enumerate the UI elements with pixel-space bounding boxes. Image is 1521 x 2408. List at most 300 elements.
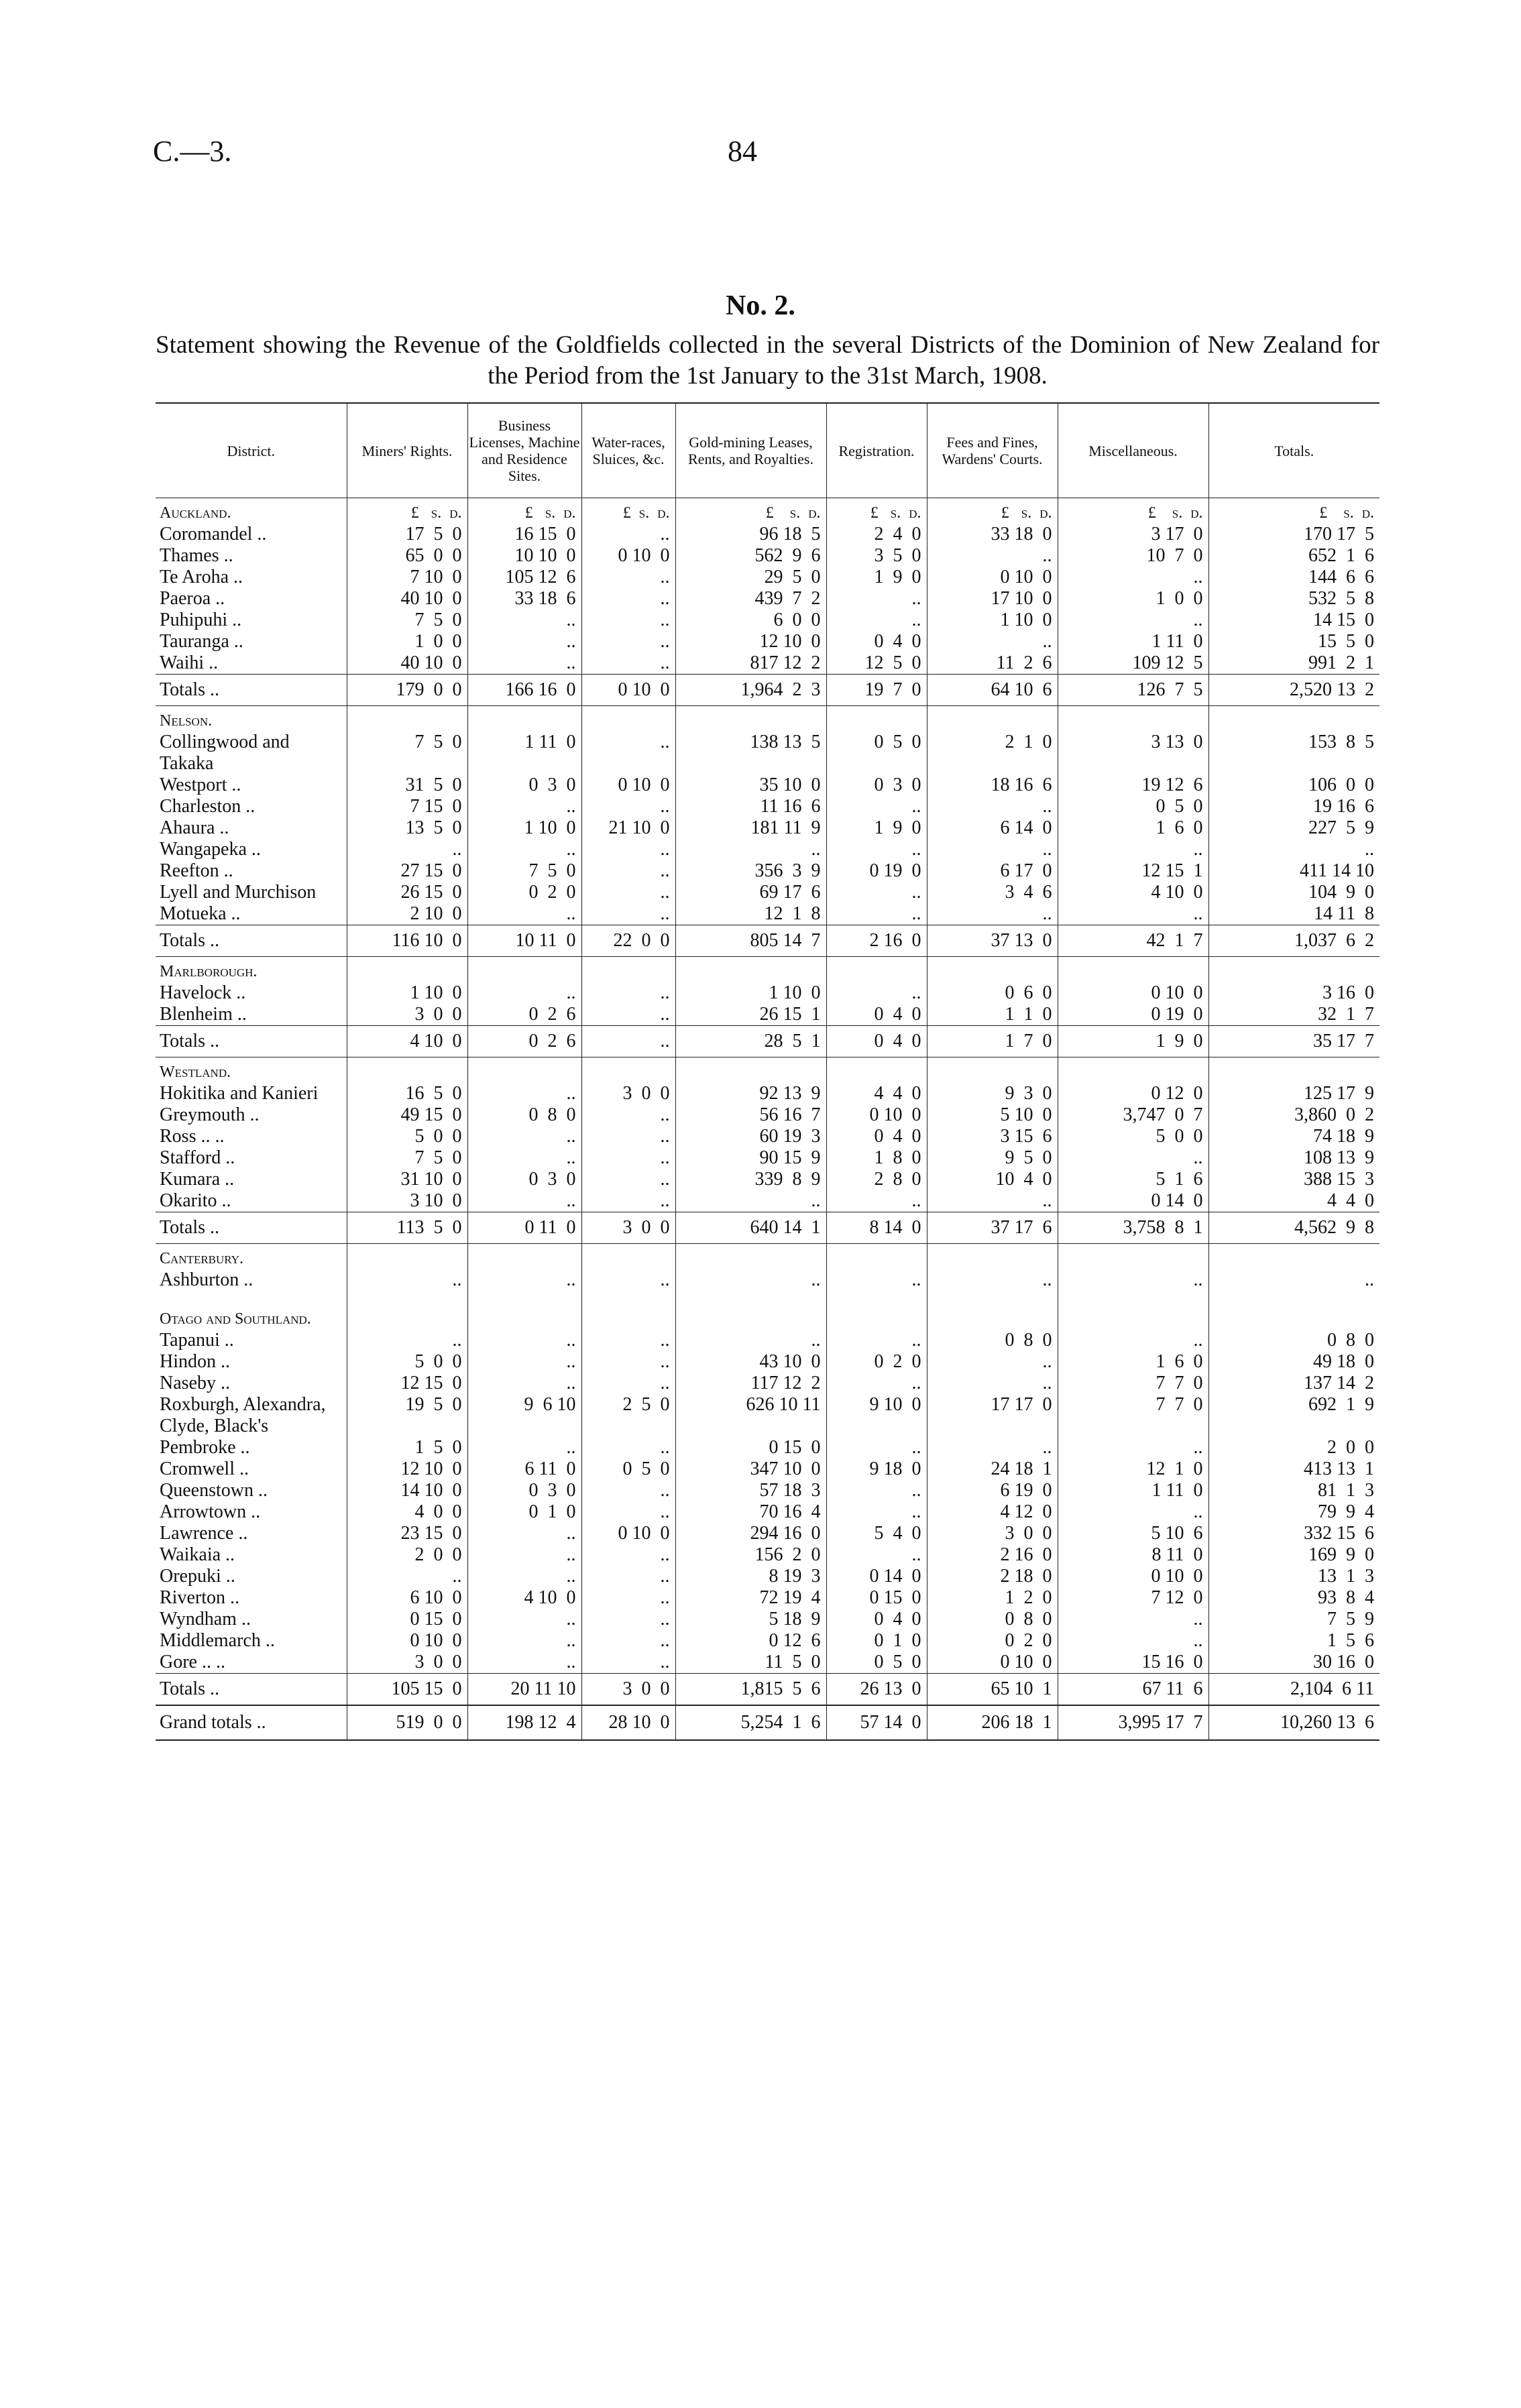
amount-cell: 817 12 2: [675, 652, 826, 675]
amount-cell: 0 10 0: [826, 1104, 927, 1126]
table-row: [156, 1523, 1379, 1544]
amount-cell: 1 11 0: [1058, 1480, 1208, 1501]
amount-cell: ..: [1058, 1609, 1208, 1630]
amount-cell: 3 16 0: [1322, 982, 1374, 1003]
amount-cell: 0 14 0: [1058, 1190, 1208, 1212]
amount-cell: ..: [826, 982, 927, 1004]
amount-cell: 9 3 0: [927, 1083, 1058, 1104]
table-row: [156, 1126, 1379, 1147]
amount-cell: 179 0 0: [347, 675, 467, 706]
amount-cell: ..: [1058, 1630, 1208, 1652]
amount-cell: ..: [581, 1437, 675, 1458]
amount-cell: 0 10 0: [581, 675, 675, 706]
amount-cell: 14 11 8: [1314, 903, 1374, 924]
district-cell: Waihi ..: [156, 652, 347, 675]
amount-cell: 3 0 0: [347, 1652, 467, 1674]
amount-cell: 0 11 0: [467, 1212, 581, 1244]
table-row: [156, 1437, 1379, 1458]
amount-cell: ..: [826, 1544, 927, 1566]
amount-cell: 0 6 0: [927, 982, 1058, 1004]
amount-cell: 1 0 0: [347, 631, 467, 652]
amount-cell: 67 11 6: [1058, 1674, 1208, 1706]
amount-cell: 42 1 7: [1058, 925, 1208, 957]
amount-cell: 1 10 0: [347, 982, 467, 1004]
amount-cell: 9 10 0: [826, 1394, 927, 1437]
section-heading-row: [156, 1057, 1379, 1084]
amount-cell: 1 11 0: [467, 732, 581, 775]
amount-cell: 7 15 0: [347, 796, 467, 817]
amount-cell: 69 17 6: [675, 882, 826, 903]
amount-cell: ..: [467, 1126, 581, 1147]
amount-cell: ..: [1058, 903, 1208, 925]
amount-cell: ..: [347, 1269, 467, 1291]
amount-cell: 109 12 5: [1058, 652, 1208, 675]
amount-cell: 12 1 8: [675, 903, 826, 925]
amount-cell: 4 0 0: [347, 1501, 467, 1523]
amount-cell: 6 17 0: [927, 860, 1058, 882]
amount-cell: 35 10 0: [675, 775, 826, 796]
amount-cell: 0 15 0: [675, 1437, 826, 1458]
table-row: [156, 567, 1379, 588]
amount-cell: 2 0 0: [347, 1544, 467, 1566]
amount-cell: [1058, 1057, 1208, 1084]
amount-cell: ..: [826, 1437, 927, 1458]
district-cell: Tapanui ..: [156, 1330, 347, 1351]
amount-cell: 9 5 0: [927, 1147, 1058, 1169]
amount-cell: 206 18 1: [927, 1705, 1058, 1740]
district-cell: Stafford ..: [156, 1147, 347, 1169]
amount-cell: 40 10 0: [347, 652, 467, 675]
table-row: [156, 1566, 1379, 1587]
table-row: [156, 1104, 1379, 1126]
amount-cell: [927, 1291, 1058, 1304]
amount-cell: ..: [467, 610, 581, 631]
amount-cell: ..: [581, 860, 675, 882]
amount-cell: ..: [927, 839, 1058, 860]
page-number: 84: [728, 135, 757, 168]
amount-cell: 3 0 0: [581, 1083, 675, 1104]
amount-cell: [347, 1291, 467, 1304]
amount-cell: [1058, 957, 1208, 983]
table-row: [156, 1652, 1379, 1674]
amount-cell: 2 16 0: [927, 1544, 1058, 1566]
amount-cell: 1,037 6 2: [1208, 925, 1379, 957]
district-cell: Tauranga ..: [156, 631, 347, 652]
amount-cell: ..: [581, 1190, 675, 1212]
amount-cell: ..: [347, 1330, 467, 1351]
amount-cell: 5 0 0: [347, 1351, 467, 1373]
district-cell: Charleston ..: [156, 796, 347, 817]
amount-cell: 113 5 0: [347, 1212, 467, 1244]
table-row: [156, 817, 1379, 839]
amount-cell: 3 10 0: [347, 1190, 467, 1212]
amount-cell: ..: [826, 1190, 927, 1212]
amount-cell: 4 4 0: [1327, 1190, 1374, 1211]
column-header: Business Licenses, Machine and Residence Sites.: [467, 403, 581, 498]
amount-cell: ..: [1365, 1269, 1374, 1290]
totals-row: [156, 675, 1379, 706]
amount-cell: 0 2 0: [927, 1630, 1058, 1652]
amount-cell: [347, 1304, 467, 1330]
district-cell: Lawrence ..: [156, 1523, 347, 1544]
table-row: [156, 775, 1379, 796]
amount-cell: 19 12 6: [1058, 775, 1208, 796]
amount-cell: ..: [467, 982, 581, 1004]
amount-cell: 37 13 0: [927, 925, 1058, 957]
table-row: [156, 1501, 1379, 1523]
amount-cell: 8 11 0: [1058, 1544, 1208, 1566]
amount-cell: 74 18 9: [1313, 1126, 1374, 1147]
amount-cell: 49 18 0: [1313, 1351, 1374, 1372]
amount-cell: 181 11 9: [675, 817, 826, 839]
amount-cell: [1058, 1291, 1208, 1304]
amount-cell: [927, 1304, 1058, 1330]
amount-cell: 20 11 10: [467, 1674, 581, 1706]
amount-cell: ..: [467, 1566, 581, 1587]
amount-cell: 4 10 0: [467, 1587, 581, 1609]
table-row: [156, 1269, 1379, 1291]
district-cell: Thames ..: [156, 545, 347, 567]
table-row: [156, 860, 1379, 882]
district-cell: Te Aroha ..: [156, 567, 347, 588]
amount-cell: [1058, 706, 1208, 732]
amount-cell: 1 10 0: [927, 610, 1058, 631]
amount-cell: 37 17 6: [927, 1212, 1058, 1244]
amount-cell: 125 17 9: [1304, 1083, 1374, 1104]
amount-cell: 0 10 0: [927, 567, 1058, 588]
amount-cell: ..: [927, 1437, 1058, 1458]
amount-cell: 26 13 0: [826, 1674, 927, 1706]
amount-cell: 24 18 1: [927, 1458, 1058, 1480]
amount-cell: 0 10 0: [1058, 982, 1208, 1004]
amount-cell: 138 13 5: [675, 732, 826, 775]
amount-cell: ..: [581, 1269, 675, 1291]
amount-cell: ..: [581, 652, 675, 675]
amount-cell: ..: [581, 796, 675, 817]
amount-cell: [581, 1304, 675, 1330]
section-heading-row: [156, 1304, 1379, 1330]
amount-cell: [1208, 1244, 1379, 1270]
amount-cell: 70 16 4: [675, 1501, 826, 1523]
amount-cell: 104 9 0: [1308, 882, 1374, 903]
section-heading-row: [156, 957, 1379, 983]
amount-cell: [826, 1057, 927, 1084]
amount-cell: 10 4 0: [927, 1169, 1058, 1190]
amount-cell: ..: [581, 610, 675, 631]
amount-cell: 7 10 0: [347, 567, 467, 588]
table-row: [156, 545, 1379, 567]
amount-cell: [347, 1057, 467, 1084]
amount-cell: 0 3 0: [467, 1480, 581, 1501]
amount-cell: 2 18 0: [927, 1566, 1058, 1587]
amount-cell: 30 16 0: [1313, 1652, 1374, 1672]
amount-cell: 0 5 0: [826, 1652, 927, 1674]
amount-cell: [1058, 1304, 1208, 1330]
amount-cell: ..: [675, 1330, 826, 1351]
table-row: [156, 1609, 1379, 1630]
amount-cell: 28 5 1: [675, 1026, 826, 1057]
amount-cell: [675, 957, 826, 983]
amount-cell: ..: [826, 882, 927, 903]
table-row: [156, 839, 1379, 860]
amount-cell: ..: [581, 1147, 675, 1169]
amount-cell: 56 16 7: [675, 1104, 826, 1126]
amount-cell: 2 0 0: [1327, 1437, 1374, 1458]
amount-cell: 1 8 0: [826, 1147, 927, 1169]
amount-cell: 17 10 0: [927, 588, 1058, 610]
table-body: [156, 498, 1379, 1741]
district-cell: Totals ..: [156, 675, 347, 706]
amount-cell: 29 5 0: [675, 567, 826, 588]
amount-cell: 10 10 0: [467, 545, 581, 567]
amount-cell: 5 10 0: [927, 1104, 1058, 1126]
amount-cell: 6 14 0: [927, 817, 1058, 839]
amount-cell: [467, 706, 581, 732]
amount-cell: 0 4 0: [826, 1026, 927, 1057]
amount-cell: 14 15 0: [1313, 610, 1374, 630]
amount-cell: 0 3 0: [467, 1169, 581, 1190]
amount-cell: ..: [347, 839, 467, 860]
amount-cell: ..: [581, 882, 675, 903]
amount-cell: 198 12 4: [467, 1705, 581, 1740]
district-cell: Cromwell ..: [156, 1458, 347, 1480]
amount-cell: 81 1 3: [1318, 1480, 1374, 1501]
amount-cell: 12 15 1: [1058, 860, 1208, 882]
amount-cell: 7 5 9: [1327, 1609, 1374, 1629]
amount-cell: 13 1 3: [1318, 1566, 1374, 1587]
column-header-row: [156, 403, 1379, 498]
amount-cell: 57 14 0: [826, 1705, 927, 1740]
amount-cell: ..: [581, 588, 675, 610]
amount-cell: 117 12 2: [675, 1373, 826, 1394]
amount-cell: ..: [826, 839, 927, 860]
district-cell: Queenstown ..: [156, 1480, 347, 1501]
table-row: [156, 631, 1379, 652]
amount-cell: ..: [1365, 839, 1374, 860]
amount-cell: ..: [467, 631, 581, 652]
amount-cell: ..: [927, 545, 1058, 567]
amount-cell: 411 14 10: [1300, 860, 1374, 881]
district-cell: Wangapeka ..: [156, 839, 347, 860]
amount-cell: [826, 1244, 927, 1270]
amount-cell: 93 8 4: [1318, 1587, 1374, 1608]
table-row: [156, 1480, 1379, 1501]
document-reference: C.—3.: [153, 135, 232, 168]
amount-cell: 3 0 0: [581, 1674, 675, 1706]
table-row: [156, 1394, 1379, 1437]
district-cell: Motueka ..: [156, 903, 347, 925]
amount-cell: 5 10 6: [1058, 1523, 1208, 1544]
table-row: [156, 1169, 1379, 1190]
amount-cell: 6 0 0: [675, 610, 826, 631]
amount-cell: 0 5 0: [581, 1458, 675, 1480]
amount-cell: ..: [826, 903, 927, 925]
amount-cell: 5,254 1 6: [675, 1705, 826, 1740]
district-cell: Ashburton ..: [156, 1269, 347, 1291]
amount-cell: 2 4 0: [826, 524, 927, 545]
amount-cell: 4,562 9 8: [1208, 1212, 1379, 1244]
amount-cell: 156 2 0: [675, 1544, 826, 1566]
amount-cell: £ s. d.: [1058, 498, 1208, 524]
table-row: [156, 610, 1379, 631]
amount-cell: 0 10 0: [581, 1523, 675, 1544]
amount-cell: ..: [347, 1566, 467, 1587]
amount-cell: ..: [927, 631, 1058, 652]
amount-cell: ..: [826, 796, 927, 817]
grand-totals-row: [156, 1705, 1379, 1740]
amount-cell: 31 5 0: [347, 775, 467, 796]
amount-cell: 1 10 0: [467, 817, 581, 839]
amount-cell: 12 10 0: [675, 631, 826, 652]
district-cell: Orepuki ..: [156, 1566, 347, 1587]
table-row: [156, 1351, 1379, 1373]
amount-cell: ..: [581, 1566, 675, 1587]
column-header: Totals.: [1208, 403, 1379, 498]
amount-cell: 4 12 0: [927, 1501, 1058, 1523]
amount-cell: 532 5 8: [1308, 588, 1374, 609]
amount-cell: 0 2 0: [826, 1351, 927, 1373]
column-header: Miscellaneous.: [1058, 403, 1208, 498]
amount-cell: [467, 1291, 581, 1304]
amount-cell: ..: [675, 839, 826, 860]
amount-cell: [467, 1057, 581, 1084]
amount-cell: [826, 1291, 927, 1304]
amount-cell: 0 10 0: [347, 1630, 467, 1652]
amount-cell: 7 5 0: [347, 732, 467, 775]
amount-cell: 3 0 0: [347, 1004, 467, 1026]
amount-cell: 0 2 0: [467, 882, 581, 903]
amount-cell: ..: [467, 1544, 581, 1566]
amount-cell: 12 15 0: [347, 1373, 467, 1394]
amount-cell: ..: [467, 903, 581, 925]
amount-cell: ..: [927, 796, 1058, 817]
table-row: [156, 588, 1379, 610]
amount-cell: 126 7 5: [1058, 675, 1208, 706]
amount-cell: 5 0 0: [1058, 1126, 1208, 1147]
amount-cell: 3 17 0: [1058, 524, 1208, 545]
amount-cell: 3 15 6: [927, 1126, 1058, 1147]
amount-cell: 3,860 0 2: [1294, 1104, 1374, 1125]
district-cell: Puhipuhi ..: [156, 610, 347, 631]
district-cell: Wyndham ..: [156, 1609, 347, 1630]
amount-cell: ..: [581, 1004, 675, 1026]
table-row: [156, 1587, 1379, 1609]
district-cell: Otago and Southland.: [156, 1304, 347, 1330]
amount-cell: 347 10 0: [675, 1458, 826, 1480]
amount-cell: [581, 706, 675, 732]
amount-cell: 15 5 0: [1318, 631, 1374, 652]
amount-cell: [347, 706, 467, 732]
amount-cell: 0 10 0: [1058, 1566, 1208, 1587]
amount-cell: ..: [1058, 610, 1208, 631]
amount-cell: 116 10 0: [347, 925, 467, 957]
table-row: [156, 524, 1379, 545]
amount-cell: 40 10 0: [347, 588, 467, 610]
amount-cell: 60 19 3: [675, 1126, 826, 1147]
amount-cell: 31 10 0: [347, 1169, 467, 1190]
amount-cell: ..: [826, 1269, 927, 1291]
amount-cell: ..: [467, 796, 581, 817]
amount-cell: ..: [927, 1351, 1058, 1373]
amount-cell: 27 15 0: [347, 860, 467, 882]
amount-cell: 10,260 13 6: [1208, 1705, 1379, 1740]
amount-cell: 2,104 6 11: [1208, 1674, 1379, 1706]
amount-cell: 4 10 0: [347, 1026, 467, 1057]
amount-cell: 65 10 1: [927, 1674, 1058, 1706]
amount-cell: 90 15 9: [675, 1147, 826, 1169]
amount-cell: ..: [467, 1373, 581, 1394]
amount-cell: ..: [1058, 1437, 1208, 1458]
district-cell: Lyell and Murchison: [156, 882, 347, 903]
amount-cell: ..: [826, 1480, 927, 1501]
amount-cell: 805 14 7: [675, 925, 826, 957]
amount-cell: [347, 957, 467, 983]
amount-cell: 3 13 0: [1058, 732, 1208, 775]
table-title: Statement showing the Revenue of the Goldfields collected in the several Districts of the Dominion of New Zealand for the Period from the 1st January to the 31st March, 1908.: [156, 331, 1379, 390]
amount-cell: 7 5 0: [347, 1147, 467, 1169]
amount-cell: 0 8 0: [927, 1609, 1058, 1630]
amount-cell: ..: [467, 1147, 581, 1169]
amount-cell: ..: [581, 524, 675, 545]
amount-cell: 12 10 0: [347, 1458, 467, 1480]
amount-cell: 92 13 9: [675, 1083, 826, 1104]
amount-cell: [347, 1244, 467, 1270]
amount-cell: ..: [581, 1169, 675, 1190]
amount-cell: 12 1 0: [1058, 1458, 1208, 1480]
amount-cell: 1 10 0: [675, 982, 826, 1004]
amount-cell: 49 15 0: [347, 1104, 467, 1126]
district-cell: Ahaura ..: [156, 817, 347, 839]
amount-cell: 16 15 0: [467, 524, 581, 545]
amount-cell: 0 4 0: [826, 1126, 927, 1147]
amount-cell: 32 1 7: [1318, 1004, 1374, 1025]
amount-cell: 1 9 0: [826, 567, 927, 588]
amount-cell: ..: [581, 839, 675, 860]
amount-cell: ..: [826, 610, 927, 631]
amount-cell: 519 0 0: [347, 1705, 467, 1740]
amount-cell: 1 6 0: [1058, 817, 1208, 839]
amount-cell: [1208, 957, 1379, 983]
amount-cell: 6 19 0: [927, 1480, 1058, 1501]
amount-cell: 1 5 6: [1327, 1630, 1374, 1651]
amount-cell: 0 19 0: [826, 860, 927, 882]
amount-cell: [927, 957, 1058, 983]
amount-cell: ..: [467, 839, 581, 860]
amount-cell: 0 8 0: [927, 1330, 1058, 1351]
district-cell: Marlborough.: [156, 957, 347, 983]
table-row: [156, 982, 1379, 1004]
amount-cell: 0 15 0: [826, 1587, 927, 1609]
amount-cell: 0 2 6: [467, 1004, 581, 1026]
table-number: No. 2.: [726, 290, 795, 321]
amount-cell: 2 10 0: [347, 903, 467, 925]
amount-cell: 0 10 0: [927, 1652, 1058, 1674]
amount-cell: 0 12 0: [1058, 1083, 1208, 1104]
amount-cell: ..: [581, 1480, 675, 1501]
amount-cell: 0 8 0: [1327, 1330, 1374, 1351]
amount-cell: 33 18 0: [927, 524, 1058, 545]
amount-cell: £ s. d.: [927, 498, 1058, 524]
column-header: Miners' Rights.: [347, 403, 467, 498]
amount-cell: [927, 706, 1058, 732]
amount-cell: 11 16 6: [675, 796, 826, 817]
district-cell: Roxburgh, Alexandra, Clyde, Black's: [156, 1394, 347, 1437]
amount-cell: 33 18 6: [467, 588, 581, 610]
amount-cell: 19 5 0: [347, 1394, 467, 1437]
amount-cell: 0 3 0: [467, 775, 581, 796]
table-row: [156, 652, 1379, 675]
column-header: Fees and Fines, Wardens' Courts.: [927, 403, 1058, 498]
